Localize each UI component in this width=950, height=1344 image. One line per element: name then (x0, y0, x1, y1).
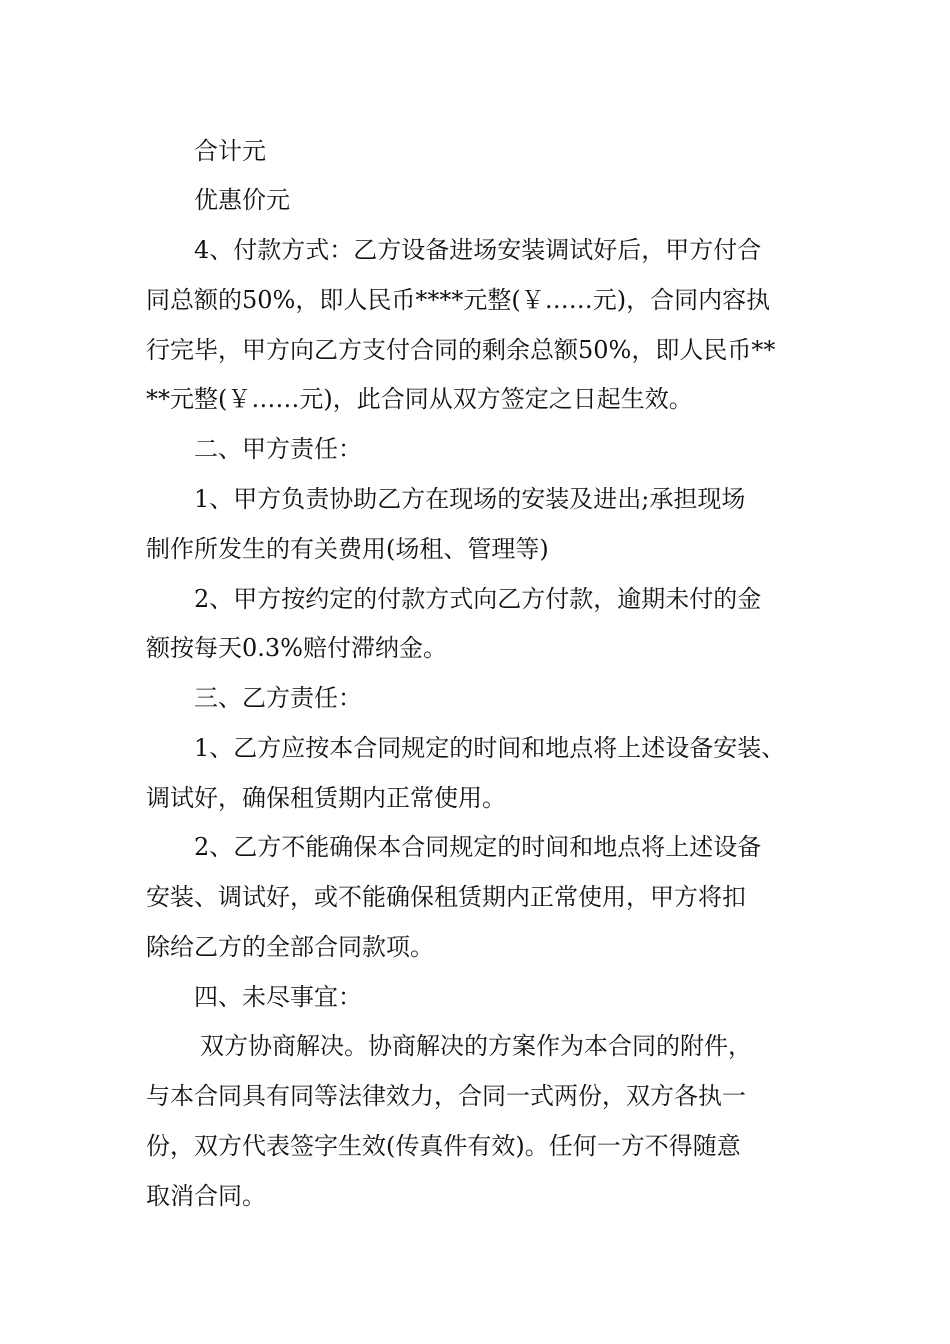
party-b-item-1-line-2: 调试好，确保租赁期内正常使用。 (146, 784, 506, 812)
other-matters-line-3: 份，双方代表签字生效(传真件有效)。任何一方不得随意 (146, 1132, 741, 1160)
other-matters-line-2: 与本合同具有同等法律效力，合同一式两份，双方各执一 (146, 1082, 746, 1110)
payment-method-line-2: 同总额的50%，即人民币****元整(￥……元)，合同内容执 (146, 286, 771, 314)
party-a-item-1-line-1: 1、甲方负责协助乙方在现场的安装及进出;承担现场 (194, 485, 746, 513)
party-a-item-2-line-1: 2、甲方按约定的付款方式向乙方付款，逾期未付的金 (194, 585, 762, 613)
section-heading-party-a: 二、甲方责任： (194, 435, 362, 463)
section-heading-other-matters: 四、未尽事宜： (194, 983, 362, 1011)
payment-method-line-4: **元整(￥……元)，此合同从双方签定之日起生效。 (146, 385, 693, 413)
party-b-item-1-line-1: 1、乙方应按本合同规定的时间和地点将上述设备安装、 (194, 734, 786, 762)
payment-method-line-3: 行完毕，甲方向乙方支付合同的剩余总额50%，即人民币** (146, 336, 776, 364)
discount-price-line: 优惠价元 (194, 186, 290, 214)
other-matters-line-4: 取消合同。 (146, 1182, 266, 1210)
section-heading-party-b: 三、乙方责任： (194, 684, 362, 712)
party-a-item-1-line-2: 制作所发生的有关费用(场租、管理等) (146, 535, 549, 563)
other-matters-line-1: 双方协商解决。协商解决的方案作为本合同的附件， (200, 1032, 752, 1060)
party-a-item-2-line-2: 额按每天0.3%赔付滞纳金。 (146, 634, 447, 662)
total-line: 合计元 (194, 137, 266, 165)
payment-method-line-1: 4、付款方式：乙方设备进场安装调试好后，甲方付合 (194, 236, 762, 264)
party-b-item-2-line-1: 2、乙方不能确保本合同规定的时间和地点将上述设备 (194, 833, 762, 861)
party-b-item-2-line-2: 安装、调试好，或不能确保租赁期内正常使用，甲方将扣 (146, 883, 746, 911)
party-b-item-2-line-3: 除给乙方的全部合同款项。 (146, 933, 434, 961)
